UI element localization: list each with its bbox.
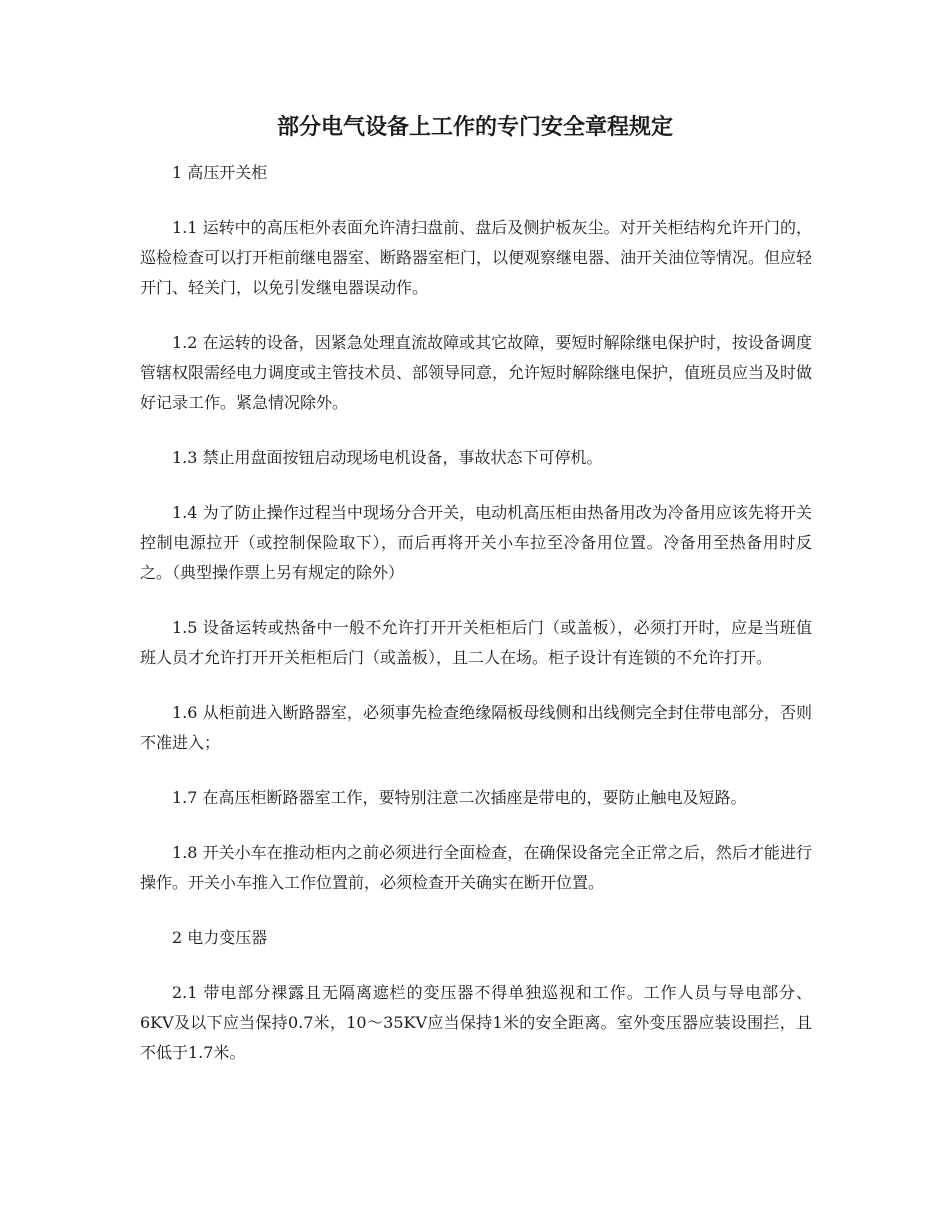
paragraph: 2.1 带电部分裸露且无隔离遮栏的变压器不得单独巡视和工作。工作人员与导电部分、6KV及以下应当保持0.7米，10～35KV应当保持1米的安全距离。室外变压器应装设围拦，且不低于1.7米。 xyxy=(140,983,812,1062)
section-heading: 2 电力变压器 xyxy=(172,928,268,947)
document-title: 部分电气设备上工作的专门安全章程规定 xyxy=(276,115,673,140)
paragraph: 1.2 在运转的设备，因紧急处理直流故障或其它故障，要短时解除继电保护时，按设备调度管辖权限需经电力调度或主管技术员、部领导同意，允许短时解除继电保护，值班员应当及时做好记录工作。紧急情况除外。 xyxy=(140,333,813,412)
paragraph: 1.6 从柜前进入断路器室，必须事先检查绝缘隔板母线侧和出线侧完全封住带电部分，否则不准进入； xyxy=(140,703,812,752)
paragraph: 1.7 在高压柜断路器室工作，要特别注意二次插座是带电的，要防止触电及短路。 xyxy=(172,788,747,807)
paragraph: 1.8 开关小车在推动柜内之前必须进行全面检查，在确保设备完全正常之后，然后才能进行操作。开关小车推入工作位置前，必须检查开关确实在断开位置。 xyxy=(140,843,812,892)
paragraph: 1.1 运转中的高压柜外表面允许清扫盘前、盘后及侧护板灰尘。对开关柜结构允许开门的，巡检检查可以打开柜前继电器室、断路器室柜门，以便观察继电器、油开关油位等情况。但应轻开门、轻关门，以免引发继电器误动作。 xyxy=(140,218,813,297)
paragraph: 1.5 设备运转或热备中一般不允许打开开关柜柜后门（或盖板），必须打开时，应是当班值班人员才允许打开开关柜柜后门（或盖板），且二人在场。柜子设计有连锁的不允许打开。 xyxy=(140,618,812,667)
section-heading: 1 高压开关柜 xyxy=(172,163,268,182)
document-body xyxy=(140,158,812,1093)
paragraph: 1.4 为了防止操作过程当中现场分合开关，电动机高压柜由热备用改为冷备用应该先将开关控制电源拉开（或控制保险取下），而后再将开关小车拉至冷备用位置。冷备用至热备用时反之。（典型操作票上另有规定的除外） xyxy=(140,503,812,582)
paragraph: 1.3 禁止用盘面按钮启动现场电机设备，事故状态下可停机。 xyxy=(172,448,603,467)
